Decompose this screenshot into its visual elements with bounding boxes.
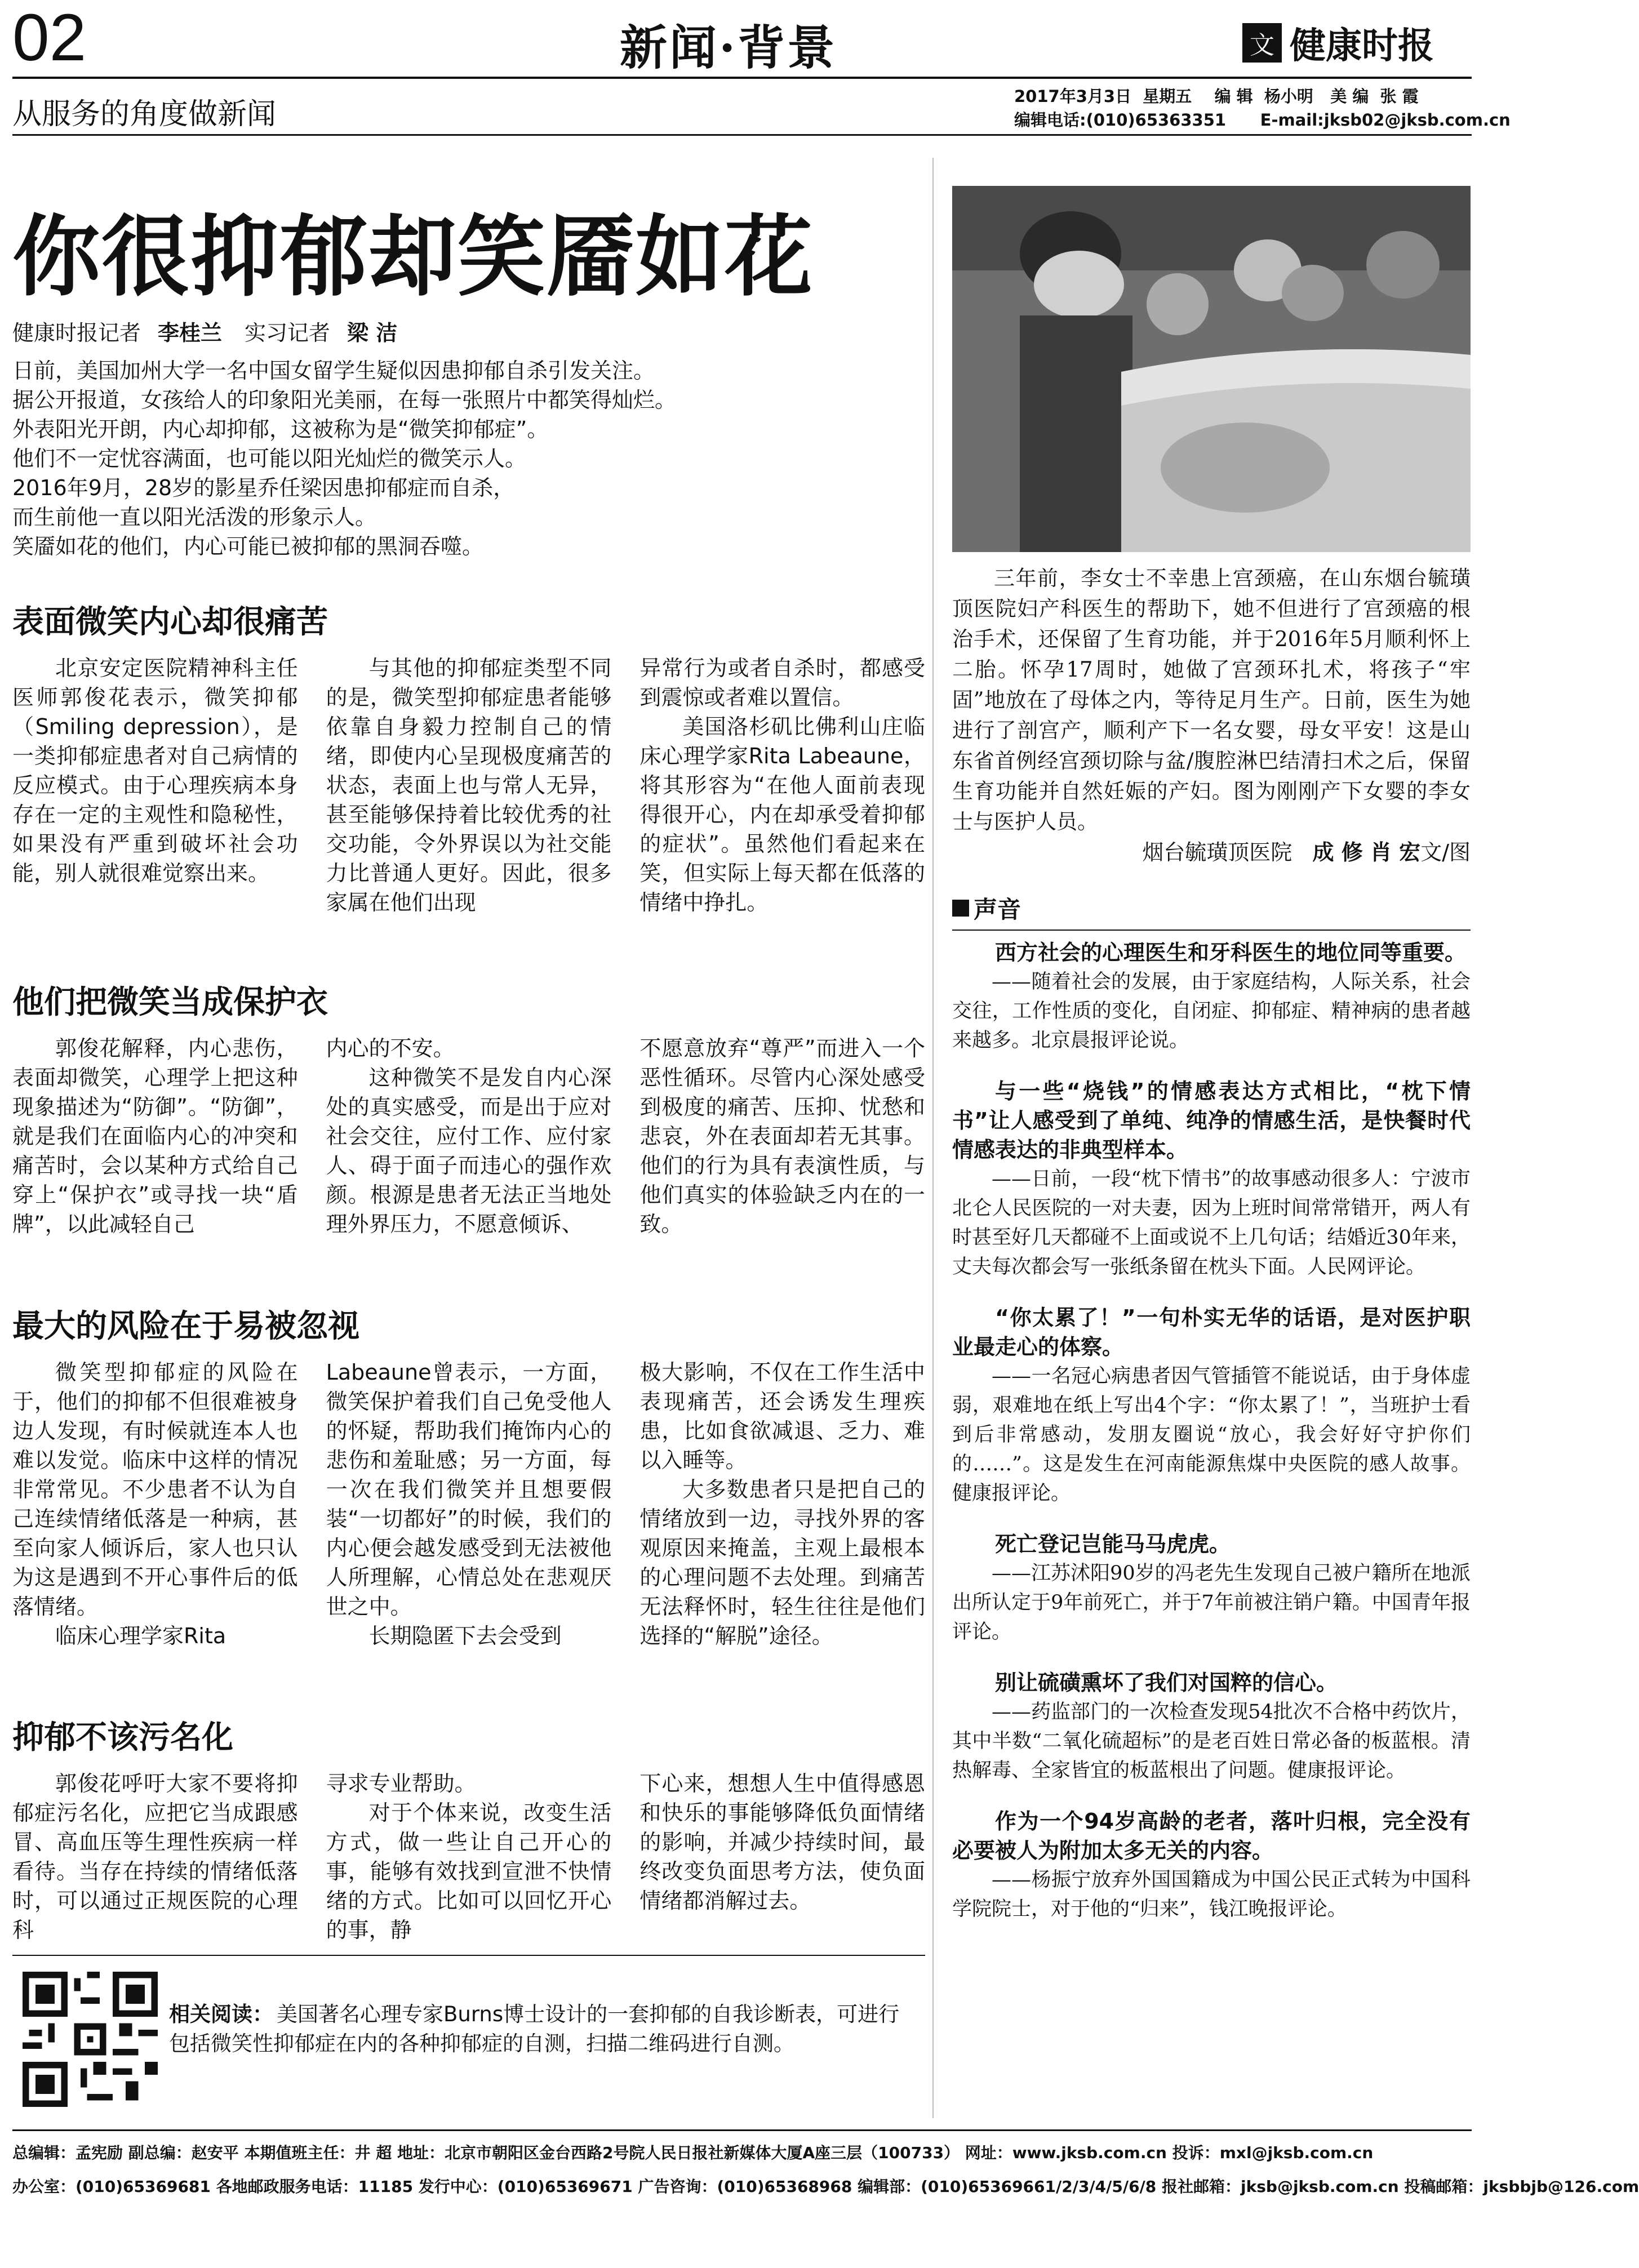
lead-line: 他们不一定忧容满面，也可能以阳光灿烂的微笑示人。 <box>12 446 527 471</box>
top-divider <box>12 77 1472 79</box>
section-title: 新闻·背景 <box>620 20 837 75</box>
paragraph: 异常行为或者自杀时，都感受到震惊或者难以置信。 <box>639 656 926 710</box>
paragraph: 临床心理学家Rita <box>55 1624 226 1648</box>
section-body <box>12 653 925 917</box>
lead-line: 2016年9月，28岁的影星乔任梁因患抑郁症而自杀， <box>12 475 515 500</box>
page-number: 02 <box>12 1 87 75</box>
section-body <box>12 1769 925 1945</box>
paragraph: 北京安定医院精神科主任医师郭俊花表示，微笑抑郁（Smiling depression），是一类抑郁症患者对自己病情的反应模式。由于心理疾病本身存在一定的主观性和隐秘性，如果没有严重到破坏社会功能，别人就很难觉察出来。 <box>12 656 298 886</box>
byline-intern: 梁 洁 <box>347 321 398 345</box>
lead-line: 外表阳光开朗，内心却抑郁，这被称为是“微笑抑郁症”。 <box>12 417 549 442</box>
section-heading: 他们把微笑当成保护衣 <box>12 984 328 1021</box>
paragraph: 内心的不安。 <box>326 1036 455 1061</box>
voice-item <box>952 1303 1471 1508</box>
footer-line-2: 办公室：(010)65369681 各地邮政服务电话：11185 发行中心：(010)65369671 广告咨询：(010)65368968 编辑部：(010)65369661/2/3/4/5/6/8 报社邮箱：jksb@jksb.com.cn 投稿邮箱：jksbbjb@126.com <box>12 2177 1639 2196</box>
text-column <box>639 1769 925 1945</box>
voice-item <box>952 1529 1471 1647</box>
section-heading: 最大的风险在于易被忽视 <box>12 1308 359 1345</box>
voice-detail: ——药监部门的一次检查发现54批次不合格中药饮片，其中半数“二氧化硫超标”的是老百姓日常必备的板蓝根。清热解毒、全家皆宜的板蓝根出了问题。健康报评论。 <box>952 1701 1471 1782</box>
voice-item <box>952 938 1471 1055</box>
paragraph: 长期隐匿下去会受到 <box>368 1624 562 1648</box>
credit-org: 烟台毓璜顶医院 <box>1142 840 1292 865</box>
voice-quote: 别让硫磺熏坏了我们对国粹的信心。 <box>995 1670 1338 1695</box>
byline-reporter: 李桂兰 <box>158 321 223 345</box>
logo-mark-icon: 文 <box>1242 23 1282 63</box>
article-lead <box>12 356 925 561</box>
paragraph: 不愿意放弃“尊严”而进入一个恶性循环。尽管内心深处感受到极度的痛苦、压抑、忧愁和悲哀，外在表面却若无其事。他们的行为具有表演性质，与他们真实的体验缺乏内在的一致。 <box>639 1036 926 1237</box>
photo-caption <box>952 563 1471 868</box>
voice-detail: ——一名冠心病患者因气管插管不能说话，由于身体虚弱，艰难地在纸上写出4个字：“你太累了！”，当班护士看到后非常感动，发朋友圈说“放心，我会好好守护你们的……”。这是发生在河南能源焦煤中央医院的感人故事。健康报评论。 <box>952 1365 1471 1505</box>
paragraph: 郭俊花呼吁大家不要将抑郁症污名化，应把它当成跟感冒、高血压等生理性疾病一样看待。当存在持续的情绪低落时，可以通过正规医院的心理科 <box>12 1771 298 1942</box>
voice-list <box>952 938 1471 1945</box>
text-column <box>12 653 298 917</box>
byline-intern-label: 实习记者 <box>245 321 331 345</box>
text-column <box>326 1358 612 1651</box>
related-divider <box>12 1955 925 1956</box>
voice-detail: ——随着社会的发展，由于家庭结构，人际关系，社会交往，工作性质的变化，自闭症、抑郁症、精神病的患者越来越多。北京晨报评论说。 <box>952 971 1471 1052</box>
footer-divider <box>12 2129 1472 2131</box>
headline: 你很抑郁却笑靥如花 <box>12 205 814 308</box>
paragraph: 对于个体来说，改变生活方式，做一些让自己开心的事，能够有效找到宣泄不快情绪的方式。比如可以回忆开心的事，静 <box>326 1800 612 1942</box>
related-text: 美国著名心理专家Burns博士设计的一套抑郁的自我诊断表，可进行包括微笑性抑郁症在内的各种抑郁症的自测，扫描二维码进行自测。 <box>169 2002 900 2056</box>
news-photo <box>952 186 1471 552</box>
newspaper-logo <box>1242 17 1434 69</box>
photo-credit <box>952 837 1471 868</box>
logo-text: 健康时报 <box>1290 25 1434 67</box>
paragraph: 下心来，想想人生中值得感恩和快乐的事能够降低负面情绪的影响，并减少持续时间，最终改变负面思考方法，使负面情绪都消解过去。 <box>639 1771 926 1913</box>
voice-item <box>952 1668 1471 1785</box>
paragraph: 与其他的抑郁症类型不同的是，微笑型抑郁症患者能够依靠自身毅力控制自己的情绪，即使内心呈现极度痛苦的状态，表面上也与常人无异，甚至能够保持着比较优秀的社交功能，令外界误以为社交能力比普通人更好。因此，很多家属在他们出现 <box>326 656 612 915</box>
voice-header-label: 声音 <box>974 896 1021 923</box>
credit-suffix: 文/图 <box>1420 840 1471 865</box>
byline-reporter-label: 健康时报记者 <box>12 321 141 345</box>
column-divider <box>932 158 934 2118</box>
text-column <box>639 1358 925 1651</box>
voice-item <box>952 1807 1471 1924</box>
lead-line: 而生前他一直以阳光活泼的形象示人。 <box>12 505 377 530</box>
voice-detail: ——江苏沭阳90岁的冯老先生发现自己被户籍所在地派出所认定于9年前死亡，并于7年前被注销户籍。中国青年报评论。 <box>952 1562 1471 1643</box>
related-label: 相关阅读： <box>169 2002 273 2026</box>
text-column <box>326 653 612 917</box>
voice-quote: “你太累了！”一句朴实无华的话语，是对医护职业最走心的体察。 <box>952 1305 1471 1359</box>
voice-quote: 与一些“烧钱”的情感表达方式相比，“枕下情书”让人感受到了单纯、纯净的情感生活，是快餐时代情感表达的非典型样本。 <box>952 1079 1471 1162</box>
section-body <box>12 1358 925 1651</box>
text-column <box>326 1034 612 1239</box>
footer-line-1: 总编辑：孟宪励 副总编：赵安平 本期值班主任：井 超 地址：北京市朝阳区金台西路2号院人民日报社新媒体大厦A座三层（100733） 网址：www.jksb.com.cn 投诉：mxl@jksb.com.cn <box>12 2144 1374 2162</box>
credit-names: 成 修 肖 宏 <box>1312 840 1421 865</box>
voice-detail: ——杨振宁放弃外国国籍成为中国公民正式转为中国科学院院士，对于他的“归来”，钱江晚报评论。 <box>952 1869 1471 1920</box>
header-divider <box>12 134 1472 136</box>
text-column <box>326 1769 612 1945</box>
paragraph: 这种微笑不是发自内心深处的真实感受，而是出于应对社会交往，应付工作、应付家人、碍于面子而违心的强作欢颜。根源是患者无法正当地处理外界压力，不愿意倾诉、 <box>326 1065 612 1237</box>
qr-code-icon[interactable] <box>23 1972 158 2107</box>
slogan: 从服务的角度做新闻 <box>12 97 277 131</box>
lead-line: 笑靥如花的他们，内心可能已被抑郁的黑洞吞噬。 <box>12 534 484 559</box>
text-column <box>12 1034 298 1239</box>
voice-divider <box>952 930 1471 931</box>
related-reading <box>169 2000 913 2058</box>
section-body <box>12 1034 925 1239</box>
meta-line-1: 2017年3月3日 星期五 编 辑 杨小明 美 编 张 霞 <box>1014 87 1419 106</box>
paragraph: 美国洛杉矶比佛利山庄临床心理学家Rita Labeaune，将其形容为“在他人面前表现得很开心，内在却承受着抑郁的症状”。虽然他们看起来在笑，但实际上每天都在低落的情绪中挣扎。 <box>639 714 926 915</box>
square-bullet-icon <box>952 900 969 917</box>
lead-line: 日前，美国加州大学一名中国女留学生疑似因患抑郁自杀引发关注。 <box>12 358 655 383</box>
text-column <box>12 1358 298 1651</box>
paragraph: 寻求专业帮助。 <box>326 1771 476 1796</box>
text-column <box>12 1769 298 1945</box>
caption-text: 三年前，李女士不幸患上宫颈癌，在山东烟台毓璜顶医院妇产科医生的帮助下，她不但进行了宫颈癌的根治手术，还保留了生育功能，并于2016年5月顺利怀上二胎。怀孕17周时，她做了宫颈环扎术，将孩子“牢固”地放在了母体之内，等待足月生产。日前，医生为她进行了剖宫产，顺利产下一名女婴，母女平安！这是山东省首例经宫颈切除与盆/腹腔淋巴结清扫术之后，保留生育功能并自然妊娠的产妇。图为刚刚产下女婴的李女士与医护人员。 <box>952 566 1471 834</box>
text-column <box>639 653 925 917</box>
text-column <box>639 1034 925 1239</box>
surgery-scene-image <box>952 186 1471 552</box>
header-meta <box>1014 85 1511 132</box>
section-heading: 表面微笑内心却很痛苦 <box>12 603 328 641</box>
voice-item <box>952 1077 1471 1282</box>
paragraph: 大多数患者只是把自己的情绪放到一边，寻找外界的客观原因来掩盖，主观上最根本的心理问题不去处理。到痛苦无法释怀时，轻生往往是他们选择的“解脱”途径。 <box>639 1477 926 1648</box>
section-heading: 抑郁不该污名化 <box>12 1719 233 1756</box>
paragraph: 极大影响，不仅在工作生活中表现痛苦，还会诱发生理疾患，比如食欲减退、乏力、难以入睡等。 <box>639 1360 926 1473</box>
byline <box>12 315 420 346</box>
paragraph: 郭俊花解释，内心悲伤，表面却微笑，心理学上把这种现象描述为“防御”。“防御”，就是我们在面临内心的冲突和痛苦时，会以某种方式给自己穿上“保护衣”或寻找一块“盾牌”，以此减轻自己 <box>12 1036 298 1237</box>
voice-detail: ——日前，一段“枕下情书”的故事感动很多人：宁波市北仑人民医院的一对夫妻，因为上班时间常常错开，两人有时甚至好几天都碰不上面或说不上几句话；结婚近30年来，丈夫每次都会写一张纸条留在枕头下面。人民网评论。 <box>952 1168 1471 1278</box>
voice-quote: 作为一个94岁高龄的老者，落叶归根，完全没有必要被人为附加太多无关的内容。 <box>952 1809 1471 1863</box>
meta-line-2: 编辑电话:(010)65363351 E-mail:jksb02@jksb.com.cn <box>1014 110 1511 130</box>
voice-quote: 西方社会的心理医生和牙科医生的地位同等重要。 <box>995 940 1467 965</box>
voice-quote: 死亡登记岂能马马虎虎。 <box>995 1532 1231 1557</box>
paragraph: 微笑型抑郁症的风险在于，他们的抑郁不但很难被身边人发现，有时候就连本人也难以发觉。临床中这样的情况非常常见。不少患者不认为自己连续情绪低落是一种病，甚至向家人倾诉后，家人也只认为这是遇到不开心事件后的低落情绪。 <box>12 1360 298 1619</box>
lead-line: 据公开报道，女孩给人的印象阳光美丽，在每一张照片中都笑得灿烂。 <box>12 388 677 412</box>
voice-header <box>952 891 1021 925</box>
paragraph: Labeaune曾表示，一方面，微笑保护着我们自己免受他人的怀疑，帮助我们掩饰内心的悲伤和羞耻感；另一方面，每一次在我们微笑并且想要假装“一切都好”的时候，我们的内心便会越发感受到无法被他人所理解，心情总处在悲观厌世之中。 <box>326 1360 612 1619</box>
